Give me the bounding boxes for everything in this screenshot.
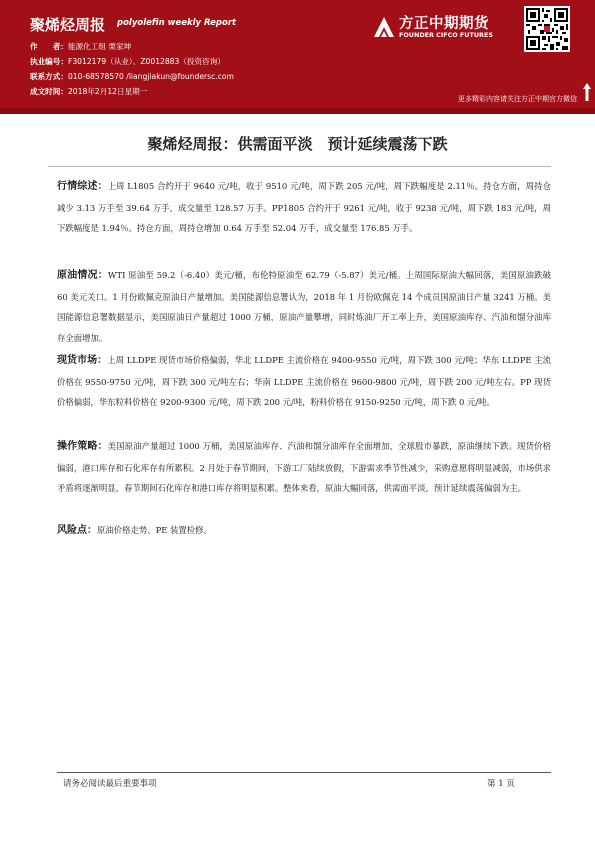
section-market-overview [57, 176, 551, 239]
section-label: 原油情况： [57, 270, 108, 281]
contact-value: 010-68578570 /liangjiakun@foundersc.com [67, 72, 234, 81]
section-crude-oil [57, 265, 551, 348]
header-subtitle: polyolefin weekly Report [117, 18, 237, 28]
section-label: 现货市场： [57, 355, 108, 366]
section-spot-market [57, 350, 551, 413]
qr-code-icon [524, 6, 570, 52]
author-line [30, 41, 131, 52]
section-text: 上周 L1805 合约开于 9640 元/吨，收于 9510 元/吨，周下跌 205 元/吨，周下跌幅度是 2.11％。持仓方面，周持仓减少 3.13 万手至 39.64 万手，成交量至 128.57 万手。PP1805 合约开于 9261 元/吨，收于 9238 元/吨，周下跌 183 元/吨，周下跌幅度是 1.94％。持仓方面，周持仓增加 0.64 万手至 52.04 万手，成交量至 176.85 万手。 [57, 181, 551, 233]
section-text: 美国原油产量超过 1000 万桶，美国原油库存、汽油和馏分油库存全面增加，全球股市暴跌，原油继续下跌。现货价格偏弱，港口库存和石化库存有所累积。2 月处于春节期间，下游工厂陆续放假，下游需求季节性减少，采购意愿将明显减弱，市场供求矛盾将逐渐明显，春节期间石化库存和港口库存将明显积累。整体来看，原油大幅回落，供需面平淡，预计延续震荡偏弱为主。 [57, 441, 551, 493]
date-value: 2018年2月12日星期一 [67, 87, 148, 96]
section-text: WTI 原油至 59.2（-6.40）美元/桶，布伦特原油至 62.79（-5.87）美元/桶。上周国际原油大幅回落，美国原油跌破 60 美元关口。1 月份欧佩克原油日产量增加。美国能源信息署认为，2018 年 1 月份欧佩克 14 个成员国原油日产量 3241 万桶。美国能源信息署数据显示，美国原油日产量超过 1000 万桶，原油产量攀增，同时炼油厂开工率上升，美国原油库存、汽油和馏分油库存全面增加。 [57, 270, 551, 343]
author-value: 能源化工组 栗家坤 [67, 42, 132, 51]
header-divider [0, 108, 595, 114]
license-value: F3012179（从业）、Z0012883（投资咨询） [67, 57, 225, 66]
license-label: 执业编号： [30, 57, 68, 66]
section-label: 行情综述： [57, 181, 108, 192]
section-strategy [57, 436, 551, 499]
report-header [0, 0, 595, 114]
section-label: 操作策略： [57, 441, 108, 452]
contact-line [30, 71, 234, 82]
founder-logo-icon [372, 15, 396, 39]
title-divider [48, 166, 551, 167]
footer-disclaimer: 请务必阅读最后重要事项 [63, 779, 157, 789]
section-risk [57, 520, 551, 542]
date-label: 成文时间： [30, 87, 68, 96]
section-text: 原油价格走势、PE 装置检修。 [97, 525, 212, 535]
page-number: 第 1 页 [487, 779, 515, 789]
author-label: 作 者： [30, 42, 68, 51]
logo-chinese-name: 方正中期期货 [399, 16, 489, 32]
logo-english-name: FOUNDER CIFCO FUTURES [399, 31, 493, 39]
license-line [30, 56, 225, 67]
footer-divider [57, 772, 551, 773]
header-title: 聚烯烃周报 [30, 16, 106, 34]
contact-label: 联系方式： [30, 72, 68, 81]
report-title: 聚烯烃周报：供需面平淡 预计延续震荡下跌 [147, 135, 448, 153]
section-text: 上周 LLDPE 现货市场价格偏弱，华北 LLDPE 主流价格在 9400-9550 元/吨，周下跌 300 元/吨；华东 LLDPE 主流价格在 9550-9750 元/吨，周下跌 300 元/吨左右；华南 LLDPE 主流价格在 9600-9800 元/吨，周下跌 200 元/吨左右。PP 现货价格偏弱，华东粒料价格在 9200-9300 元/吨，周下跌 200 元/吨，粉料价格在 9150-9250 元/吨，周下跌 0 元/吨。 [57, 355, 551, 407]
date-line [30, 86, 147, 97]
up-arrow-icon[interactable] [582, 82, 592, 102]
wechat-follow-text: 更多精彩内容请关注方正中期官方微信 [458, 95, 577, 103]
section-label: 风险点： [57, 525, 97, 536]
